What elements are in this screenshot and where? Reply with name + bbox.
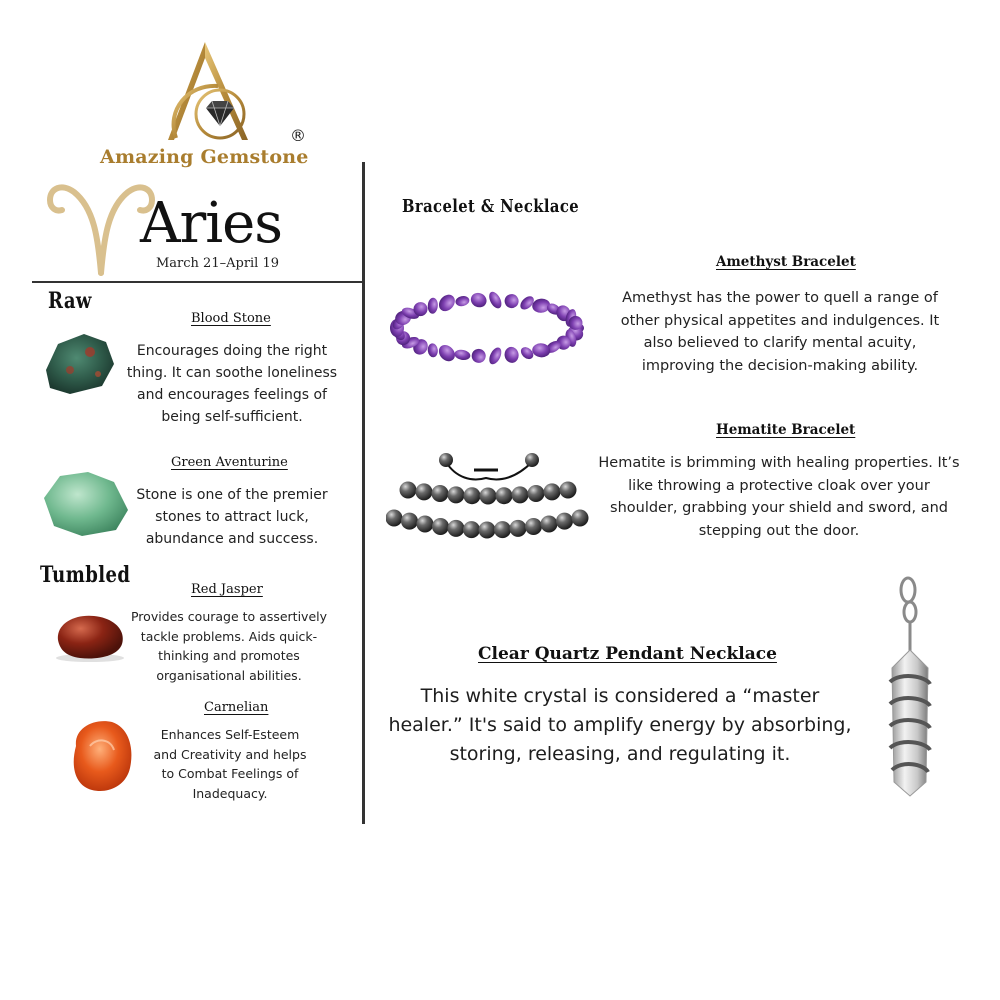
hematite-bracelet-image	[386, 448, 592, 544]
hematite-bead	[400, 482, 417, 499]
hematite-bead	[541, 516, 558, 533]
product-desc-clear-quartz-pendant: This white crystal is considered a “master healer.” It's said to amplify energy by absorbing, storing, releasing, and regulating it.	[388, 685, 852, 765]
stone-desc-red-jasper: Provides courage to assertively tackle problems. Aids quick- thinking and promotes organisational abilities.	[130, 609, 328, 683]
section-bracelet-necklace: Bracelet & Necklace	[402, 196, 580, 217]
section-tumbled: Tumbled	[40, 562, 131, 588]
amethyst-chip	[469, 346, 488, 365]
hematite-bead	[386, 510, 403, 527]
stone-desc-carnelian: Enhances Self-Esteem and Creativity and helps to Combat Feelings of Inadequacy.	[153, 727, 307, 801]
hematite-bead	[512, 486, 529, 503]
divider-horizontal	[32, 281, 362, 283]
hematite-bead	[525, 518, 542, 535]
stone-desc-green-aventurine: Stone is one of the premier stones to attract luck, abundance and success.	[136, 487, 328, 547]
green-aventurine-image	[40, 470, 130, 538]
red-jasper-image	[52, 610, 128, 664]
registered-mark: ®	[290, 126, 306, 145]
hematite-bead	[556, 513, 573, 530]
amethyst-chip	[468, 290, 488, 309]
product-desc-amethyst-bracelet: Amethyst has the power to quell a range of other physical appetites and indulgences. It also believed to clarify mental acuity, improving the decision-making ability.	[620, 290, 940, 374]
sign-dates: March 21–April 19	[156, 256, 280, 271]
stone-title-green-aventurine: Green Aventurine	[171, 455, 288, 470]
hematite-bead	[480, 488, 497, 505]
amethyst-chip	[532, 343, 551, 359]
carnelian-image	[66, 716, 136, 796]
hematite-bead	[448, 520, 465, 537]
hematite-bead	[479, 522, 496, 539]
amethyst-chip	[504, 293, 520, 309]
hematite-bead	[528, 485, 545, 502]
product-desc-hematite-bracelet: Hematite is brimming with healing properties. It’s like throwing a protective cloak over your shoulder, grabbing your shield and sword, and stepping out the door.	[598, 455, 960, 539]
hematite-bead	[544, 483, 561, 500]
clear-quartz-pendant-image	[870, 572, 950, 802]
stone-desc-blood-stone: Encourages doing the right thing. It can soothe loneliness and encourages feelings of being self-sufficient.	[126, 343, 338, 425]
hematite-bead	[494, 521, 511, 538]
stone-title-carnelian: Carnelian	[204, 700, 269, 715]
amethyst-chip	[503, 346, 520, 364]
hematite-bead	[401, 513, 418, 530]
hematite-bead	[448, 486, 465, 503]
hematite-bead	[496, 487, 513, 504]
hematite-bead	[510, 520, 527, 537]
blood-stone-image	[40, 330, 118, 398]
amethyst-chip	[487, 290, 504, 311]
hematite-bead	[560, 482, 577, 499]
product-title-hematite-bracelet: Hematite Bracelet	[716, 422, 856, 438]
sign-title: Aries	[140, 191, 282, 256]
product-title-clear-quartz-pendant: Clear Quartz Pendant Necklace	[478, 644, 777, 664]
amethyst-chip	[427, 297, 438, 314]
stone-title-red-jasper: Red Jasper	[191, 582, 263, 597]
amethyst-bracelet-image	[384, 282, 590, 374]
amethyst-chip	[454, 349, 471, 362]
hematite-bead	[464, 487, 481, 504]
stone-title-blood-stone: Blood Stone	[191, 311, 271, 326]
amethyst-chip	[487, 346, 504, 367]
section-raw: Raw	[48, 288, 92, 314]
hematite-bead	[463, 521, 480, 538]
brand-name: Amazing Gemstone	[100, 146, 309, 168]
product-title-amethyst-bracelet: Amethyst Bracelet	[716, 254, 856, 270]
hematite-bead	[432, 518, 449, 535]
amethyst-chip	[427, 343, 438, 358]
hematite-bead	[416, 483, 433, 500]
hematite-bead	[417, 516, 434, 533]
hematite-bead	[432, 485, 449, 502]
amethyst-chip	[436, 292, 458, 315]
divider-vertical	[362, 162, 365, 824]
amethyst-chip	[455, 295, 471, 308]
